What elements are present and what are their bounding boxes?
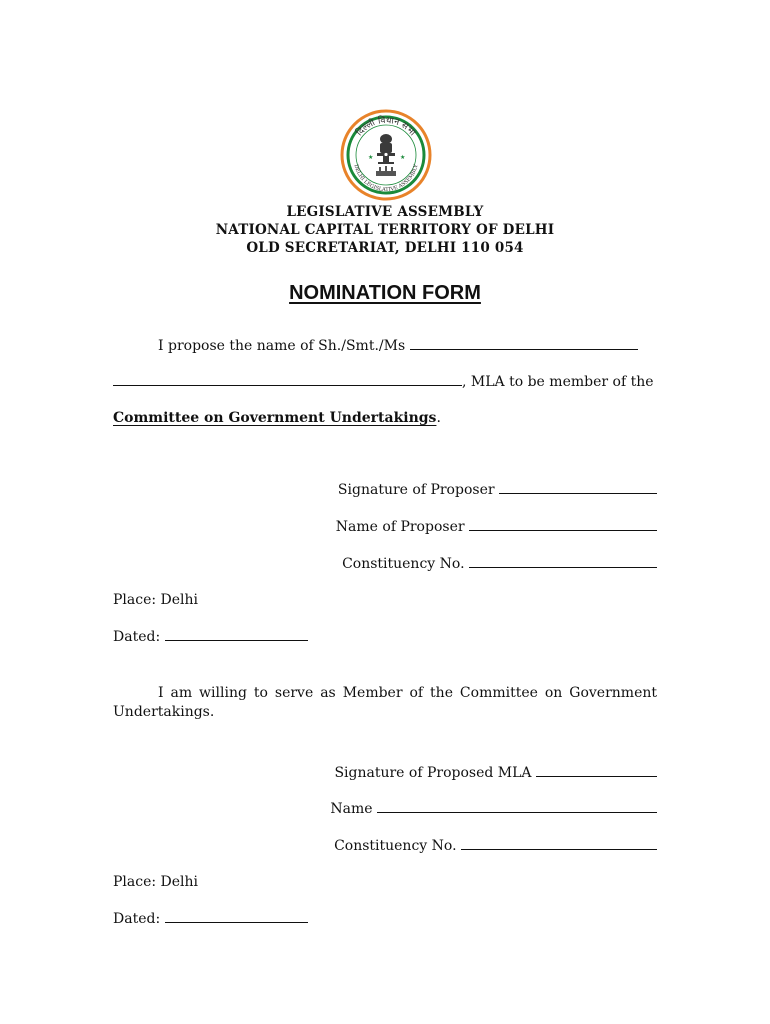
committee-suffix: .: [436, 410, 441, 426]
svg-text:DELHI LEGISLATIVE ASSEMBLY: DELHI LEGISLATIVE ASSEMBLY: [352, 163, 420, 194]
dated-field-2[interactable]: [165, 921, 308, 923]
mla-signature-label: Signature of Proposed MLA: [334, 765, 532, 781]
proposer-signature-row: [338, 482, 657, 498]
svg-text:★: ★: [400, 154, 406, 161]
nominee-name-field[interactable]: [410, 348, 638, 350]
proposer-constituency-label: Constituency No.: [342, 556, 465, 572]
form-title: NOMINATION FORM: [289, 282, 481, 304]
proposer-name-field[interactable]: [469, 529, 657, 531]
proposal-text: I propose the name of Sh./Smt./Ms: [158, 338, 406, 354]
mla-signature-field[interactable]: [536, 775, 657, 777]
mla-constituency-label: Constituency No.: [334, 838, 457, 854]
mla-name-field[interactable]: [377, 811, 657, 813]
proposer-name-row: [336, 519, 657, 535]
dated-field-1[interactable]: [165, 639, 308, 641]
svg-text:★: ★: [368, 154, 374, 161]
mla-name-label: Name: [330, 801, 373, 817]
dated-row-1: [113, 629, 308, 645]
committee-line: [113, 410, 441, 426]
proposer-signature-field[interactable]: [499, 492, 657, 494]
dated-label-2: Dated:: [113, 911, 161, 927]
header-line-3: OLD SECRETARIAT, DELHI 110 054: [246, 240, 524, 256]
proposer-constituency-field[interactable]: [469, 566, 657, 568]
header-line-1: LEGISLATIVE ASSEMBLY: [286, 204, 484, 220]
mla-constituency-row: [334, 838, 657, 854]
mla-signature-row: [334, 765, 657, 781]
svg-text:दिल्ली विधान सभा: दिल्ली विधान सभा: [354, 115, 418, 139]
place-2: Place: Delhi: [113, 874, 199, 890]
place-1: Place: Delhi: [113, 592, 199, 608]
nominee-name-continuation-field[interactable]: [113, 384, 462, 386]
assembly-seal-logo: [340, 109, 432, 201]
proposer-signature-label: Signature of Proposer: [337, 482, 495, 498]
proposer-constituency-row: [342, 556, 657, 572]
willingness-statement: I am willing to serve as Member of the Committee on Government Undertakings.: [113, 685, 657, 720]
proposer-name-label: Name of Proposer: [335, 519, 465, 535]
header-line-2: NATIONAL CAPITAL TERRITORY OF DELHI: [215, 222, 555, 238]
proposal-line-2: [113, 374, 654, 390]
proposal-line-1: [158, 338, 638, 354]
dated-label-1: Dated:: [113, 629, 161, 645]
committee-name: Committee on Government Undertakings: [113, 410, 437, 426]
proposal-suffix: , MLA to be member of the: [462, 374, 654, 390]
dated-row-2: [113, 911, 308, 927]
mla-name-row: [330, 801, 657, 817]
mla-constituency-field[interactable]: [461, 848, 657, 850]
